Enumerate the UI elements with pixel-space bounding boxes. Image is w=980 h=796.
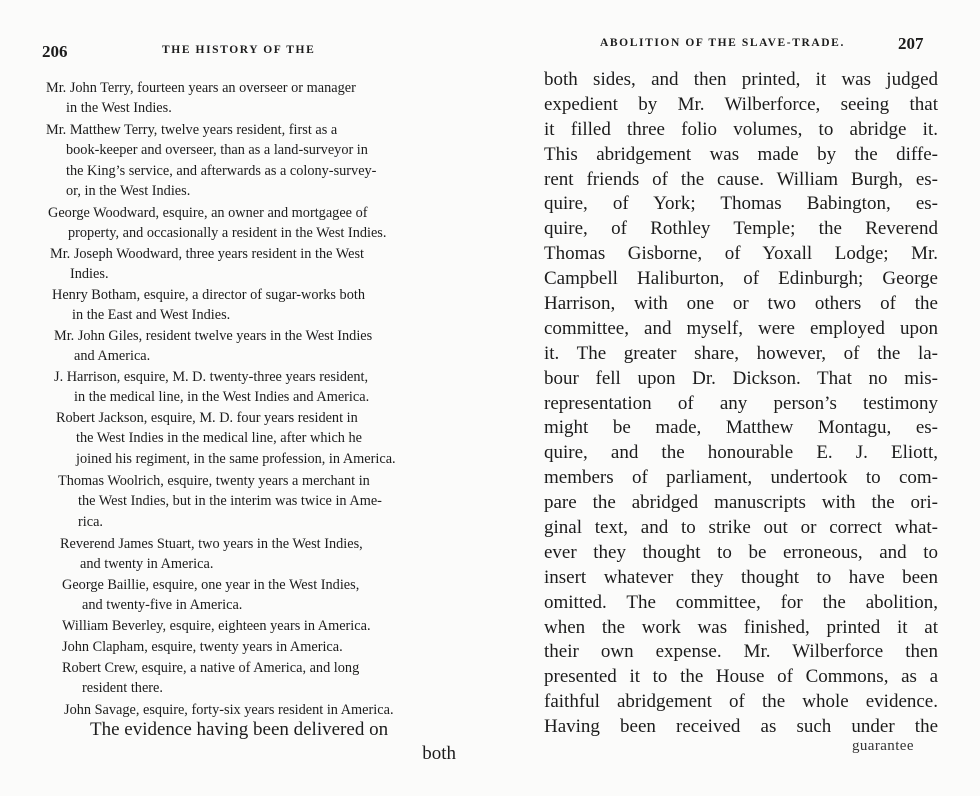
witness-entry xyxy=(60,534,440,575)
witness-entry xyxy=(50,244,440,285)
witness-entry xyxy=(56,408,440,469)
witness-line: John Savage, esquire, forty-six years resident in America. xyxy=(64,702,394,718)
witness-line-continued: and twenty-five in America. xyxy=(82,597,243,614)
witness-line: John Clapham, esquire, twenty years in America. xyxy=(62,639,343,655)
witness-line: J. Harrison, esquire, M. D. twenty-three years resident, xyxy=(54,369,369,385)
witness-entry xyxy=(62,616,440,636)
right-page xyxy=(490,0,980,796)
witness-line-continued: in the West Indies. xyxy=(66,100,172,117)
witness-line: George Woodward, esquire, an owner and mortgagee of xyxy=(48,205,368,221)
text-line: Having been received as such under the xyxy=(544,716,938,738)
witness-entry xyxy=(48,203,440,244)
text-line: Harrison, with one or two others of the xyxy=(544,293,938,315)
text-line: ever they thought to be erroneous, and to xyxy=(544,541,938,563)
text-line: pare the abridged manuscripts with the ori- xyxy=(544,492,938,514)
text-line: members of parliament, undertook to com- xyxy=(544,467,938,489)
text-line: Thomas Gisborne, of Yoxall Lodge; Mr. xyxy=(544,243,938,265)
witness-line-continued: in the East and West Indies. xyxy=(72,307,231,324)
text-line: representation of any person’s testimony xyxy=(544,392,938,414)
running-head: THE HISTORY OF THE xyxy=(162,44,316,56)
text-line: both sides, and then printed, it was judged xyxy=(544,69,938,90)
witness-entry xyxy=(46,120,440,202)
witness-line: Reverend James Stuart, two years in the West Indies, xyxy=(60,536,363,552)
text-line: insert whatever they thought to have been xyxy=(544,566,938,588)
witness-line-continued: the King’s service, and afterwards as a colony-survey- xyxy=(66,162,377,179)
witness-entry xyxy=(54,367,440,408)
witness-line: Mr. John Giles, resident twelve years in the West Indies xyxy=(54,328,373,344)
text-line: quire, of Rothley Temple; the Reverend xyxy=(544,218,938,240)
witness-line-continued: joined his regiment, in the same profession, in America. xyxy=(76,450,396,467)
text-line: committee, and myself, were employed upon xyxy=(544,317,938,339)
paragraph xyxy=(90,718,456,766)
text-line: expedient by Mr. Wilberforce, seeing that xyxy=(544,93,938,115)
paragraph-start: The evidence having been delivered on xyxy=(90,719,389,740)
witness-line-continued: the West Indies in the medical line, after which he xyxy=(76,430,363,447)
witness-line: Mr. Joseph Woodward, three years resident in the West xyxy=(50,246,365,262)
witness-line-continued: and America. xyxy=(74,348,151,365)
witness-entry xyxy=(62,637,440,657)
witness-line: Robert Jackson, esquire, M. D. four years resident in xyxy=(56,410,358,426)
text-line: This abridgement was made by the diffe- xyxy=(544,143,938,165)
witness-entry xyxy=(58,471,440,532)
witness-line: George Baillie, esquire, one year in the West Indies, xyxy=(62,577,360,593)
witness-line-continued: rica. xyxy=(78,513,103,530)
text-line: rent friends of the cause. William Burgh, es- xyxy=(544,168,938,190)
witness-line: Robert Crew, esquire, a native of America, and long xyxy=(62,660,360,676)
witness-line: Mr. Matthew Terry, twelve years resident, first as a xyxy=(46,122,338,138)
catchword: guarantee xyxy=(852,738,914,754)
witness-entry xyxy=(54,326,440,367)
body-text xyxy=(544,68,938,740)
witness-line: Thomas Woolrich, esquire, twenty years a merchant in xyxy=(58,473,370,489)
witness-line: Mr. John Terry, fourteen years an overseer or manager xyxy=(46,80,356,96)
running-head: ABOLITION OF THE SLAVE-TRADE. xyxy=(600,37,845,49)
witness-line: Henry Botham, esquire, a director of sugar-works both xyxy=(52,287,365,303)
witness-line-continued: book-keeper and overseer, than as a land-surveyor in xyxy=(66,142,368,159)
witness-line-continued: in the medical line, in the West Indies and America. xyxy=(74,389,370,406)
witness-entry xyxy=(62,658,440,699)
witness-entry xyxy=(46,78,440,119)
text-line: bour fell upon Dr. Dickson. That no mis- xyxy=(544,367,938,389)
page-number: 207 xyxy=(898,34,924,53)
witness-line-continued: or, in the West Indies. xyxy=(66,183,191,200)
witness-line-continued: Indies. xyxy=(70,266,109,283)
text-line: when the work was finished, printed it at xyxy=(544,616,938,638)
witness-line-continued: property, and occasionally a resident in the West Indies. xyxy=(68,225,387,242)
text-line: ginal text, and to strike out or correct what- xyxy=(544,517,938,539)
witness-line-continued: resident there. xyxy=(82,680,163,697)
witness-entry xyxy=(52,285,440,326)
witness-entry xyxy=(62,575,440,616)
text-line: Campbell Haliburton, of Edinburgh; George xyxy=(544,268,938,290)
text-line: quire, and the honourable E. J. Eliott, xyxy=(544,442,938,464)
paragraph-tail: both xyxy=(422,743,456,764)
text-line: their own expense. Mr. Wilberforce then xyxy=(544,641,938,663)
witness-line-continued: and twenty in America. xyxy=(80,556,214,573)
text-line: it filled three folio volumes, to abridge it. xyxy=(544,118,938,140)
witness-line-continued: the West Indies, but in the interim was twice in Ame- xyxy=(78,493,382,510)
text-line: quire, of York; Thomas Babington, es- xyxy=(544,193,938,215)
page-number: 206 xyxy=(42,42,68,61)
text-line: presented it to the House of Commons, as a xyxy=(544,666,938,688)
text-line: faithful abridgement of the whole evidence. xyxy=(544,691,938,713)
text-line: omitted. The committee, for the abolition, xyxy=(544,591,938,613)
text-line: might be made, Matthew Montagu, es- xyxy=(544,417,938,439)
witness-line: William Beverley, esquire, eighteen years in America. xyxy=(62,618,371,634)
text-line: it. The greater share, however, of the la- xyxy=(544,342,938,364)
